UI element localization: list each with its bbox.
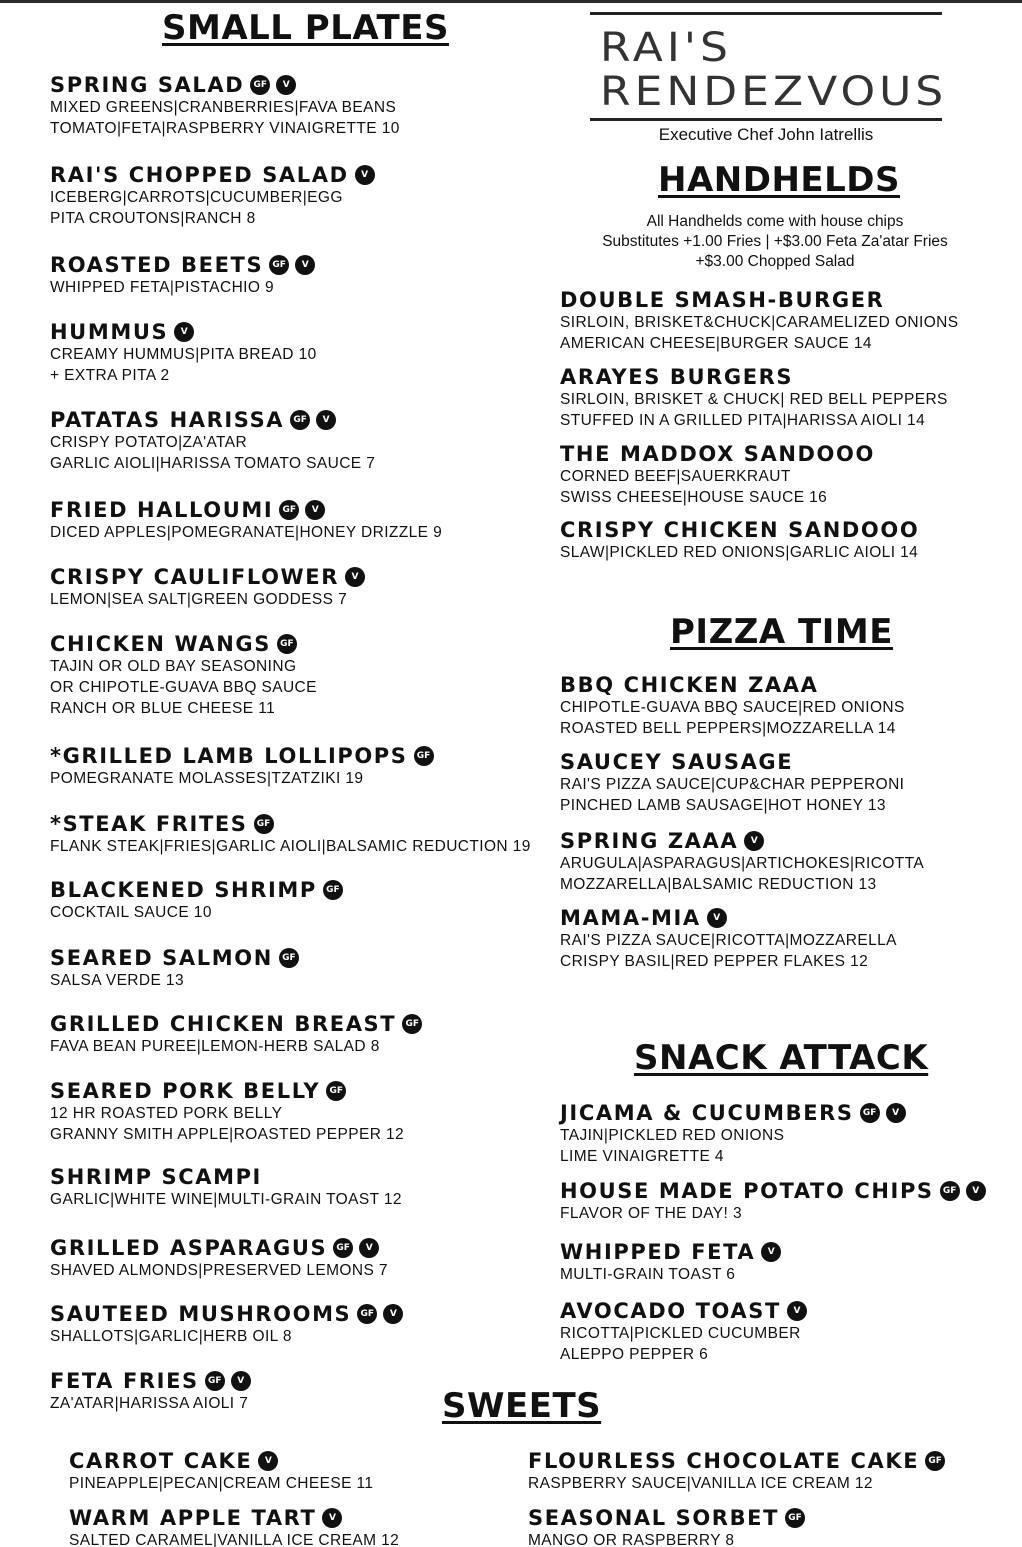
item-name-text: FETA FRIES	[50, 1369, 199, 1393]
item-description: AMERICAN CHEESE|BURGER SAUCE 14	[560, 335, 872, 352]
item-name-text: SAUCEY SAUSAGE	[560, 750, 794, 774]
item-name-text: BLACKENED SHRIMP	[50, 878, 317, 902]
item-name-text: JICAMA & CUCUMBERS	[560, 1101, 854, 1125]
item-name	[50, 163, 375, 187]
gluten-free-icon: GF	[250, 75, 270, 95]
item-description: SHAVED ALMONDS|PRESERVED LEMONS 7	[50, 1262, 388, 1279]
item-name-text: RAI'S CHOPPED SALAD	[50, 163, 349, 187]
gluten-free-icon: GF	[269, 255, 289, 275]
vegetarian-icon: V	[787, 1301, 807, 1321]
item-name	[69, 1449, 373, 1473]
menu-item-crispy-chicken-sandooo	[560, 518, 919, 563]
vegetarian-icon: V	[295, 255, 315, 275]
item-name-text: SEASONAL SORBET	[528, 1506, 780, 1530]
item-name	[50, 878, 343, 902]
menu-item-chicken-wangs	[50, 632, 317, 719]
gluten-free-icon: GF	[290, 410, 310, 430]
item-name-text: CARROT CAKE	[69, 1449, 253, 1473]
item-name	[560, 1101, 906, 1125]
item-description: FLAVOR OF THE DAY! 3	[560, 1205, 742, 1222]
item-description: CRISPY BASIL|RED PEPPER FLAKES 12	[560, 953, 869, 970]
gluten-free-icon: GF	[333, 1238, 353, 1258]
item-name	[69, 1506, 399, 1530]
menu-item-rai-s-chopped-salad	[50, 163, 375, 229]
top-border	[0, 0, 1022, 3]
item-description: LEMON|SEA SALT|GREEN GODDESS 7	[50, 591, 348, 608]
item-name-text: DOUBLE SMASH-BURGER	[560, 288, 885, 312]
item-name-text: MAMA-MIA	[560, 906, 701, 930]
item-name	[560, 906, 897, 930]
menu-item-seared-pork-belly	[50, 1079, 404, 1145]
vegetarian-icon: V	[355, 165, 375, 185]
menu-item-warm-apple-tart	[69, 1506, 399, 1547]
item-name	[50, 1165, 402, 1189]
menu-item-blackened-shrimp	[50, 878, 343, 923]
item-name	[50, 744, 434, 768]
vegetarian-icon: V	[305, 500, 325, 520]
item-description: SIRLOIN, BRISKET&CHUCK|CARAMELIZED ONIONS	[560, 314, 959, 331]
item-name	[560, 829, 924, 853]
vegetarian-icon: V	[316, 410, 336, 430]
item-name-text: HOUSE MADE POTATO CHIPS	[560, 1179, 934, 1203]
item-name-text: CHICKEN WANGS	[50, 632, 271, 656]
item-description: TOMATO|FETA|RASPBERRY VINAIGRETTE 10	[50, 120, 400, 137]
item-name-text: ARAYES BURGERS	[560, 365, 794, 389]
item-name	[560, 1240, 781, 1264]
menu-item-feta-fries	[50, 1369, 251, 1414]
menu-item-sauteed-mushrooms	[50, 1302, 403, 1347]
item-name	[50, 632, 317, 656]
item-name	[560, 288, 959, 312]
item-name-text: PATATAS HARISSA	[50, 408, 285, 432]
item-name-text: *GRILLED LAMB LOLLIPOPS	[50, 744, 408, 768]
item-name	[50, 253, 315, 277]
gluten-free-icon: GF	[925, 1451, 945, 1471]
item-description: TAJIN|PICKLED RED ONIONS	[560, 1127, 785, 1144]
item-description: DICED APPLES|POMEGRANATE|HONEY DRIZZLE 9	[50, 524, 443, 541]
item-name-text: CRISPY CHICKEN SANDOOO	[560, 518, 920, 542]
item-name	[50, 812, 531, 836]
item-name	[50, 1369, 251, 1393]
gluten-free-icon: GF	[254, 814, 274, 834]
item-description: CREAMY HUMMUS|PITA BREAD 10	[50, 346, 317, 363]
item-description: FLANK STEAK|FRIES|GARLIC AIOLI|BALSAMIC REDUCTION 19	[50, 838, 531, 855]
menu-item-double-smash-burger	[560, 288, 959, 354]
note-line: All Handhelds come with house chips	[646, 213, 904, 230]
item-name-text: *STEAK FRITES	[50, 812, 248, 836]
vegetarian-icon: V	[744, 831, 764, 851]
item-name-text: SPRING SALAD	[50, 73, 245, 97]
handhelds-title: HANDHELDS	[658, 160, 901, 200]
handhelds-note	[580, 212, 970, 272]
vegetarian-icon: V	[231, 1371, 251, 1391]
item-name-text: HUMMUS	[50, 320, 169, 344]
menu-item-flourless-chocolate-cake	[528, 1449, 945, 1494]
item-name-text: SPRING ZAAA	[560, 829, 739, 853]
item-description: ZA'ATAR|HARISSA AIOLI 7	[50, 1395, 249, 1412]
item-name-text: FLOURLESS CHOCOLATE CAKE	[528, 1449, 920, 1473]
item-description: SLAW|PICKLED RED ONIONS|GARLIC AIOLI 14	[560, 544, 919, 561]
item-description: RASPBERRY SAUCE|VANILLA ICE CREAM 12	[528, 1475, 873, 1492]
item-name-text: CRISPY CAULIFLOWER	[50, 565, 340, 589]
item-name-text: ROASTED BEETS	[50, 253, 264, 277]
vegetarian-icon: V	[345, 567, 365, 587]
note-line: Substitutes +1.00 Fries | +$3.00 Feta Za'atar Fries	[602, 233, 948, 250]
menu-item-steak-frites	[50, 812, 531, 857]
item-name	[50, 1079, 404, 1103]
gluten-free-icon: GF	[279, 500, 299, 520]
pizza-title: PIZZA TIME	[670, 612, 893, 652]
item-description: SHALLOTS|GARLIC|HERB OIL 8	[50, 1328, 292, 1345]
item-description: MOZZARELLA|BALSAMIC REDUCTION 13	[560, 876, 877, 893]
item-description: MANGO OR RASPBERRY 8	[528, 1532, 735, 1547]
item-description: ICEBERG|CARROTS|CUCUMBER|EGG	[50, 189, 343, 206]
item-name	[50, 320, 317, 344]
logo-top-bar	[590, 12, 942, 15]
item-description: MULTI-GRAIN TOAST 6	[560, 1266, 736, 1283]
item-description: SALSA VERDE 13	[50, 972, 184, 989]
item-description: RICOTTA|PICKLED CUCUMBER	[560, 1325, 801, 1342]
item-name	[528, 1506, 805, 1530]
vegetarian-icon: V	[174, 322, 194, 342]
item-description: TAJIN OR OLD BAY SEASONING	[50, 658, 297, 675]
item-name-text: GRILLED CHICKEN BREAST	[50, 1012, 397, 1036]
gluten-free-icon: GF	[279, 948, 299, 968]
item-description: PITA CROUTONS|RANCH 8	[50, 210, 256, 227]
item-name	[50, 1236, 388, 1260]
menu-item-arayes-burgers	[560, 365, 948, 431]
item-description: WHIPPED FETA|PISTACHIO 9	[50, 279, 275, 296]
sweets-title: SWEETS	[442, 1386, 602, 1426]
vegetarian-icon: V	[966, 1181, 986, 1201]
gluten-free-icon: GF	[860, 1103, 880, 1123]
item-name	[50, 946, 299, 970]
item-description: GRANNY SMITH APPLE|ROASTED PEPPER 12	[50, 1126, 405, 1143]
item-name	[50, 1302, 403, 1326]
item-name	[50, 1012, 422, 1036]
item-description: GARLIC|WHITE WINE|MULTI-GRAIN TOAST 12	[50, 1191, 402, 1208]
menu-item-seasonal-sorbet	[528, 1506, 805, 1547]
vegetarian-icon: V	[359, 1238, 379, 1258]
gluten-free-icon: GF	[402, 1014, 422, 1034]
item-description: COCKTAIL SAUCE 10	[50, 904, 212, 921]
item-description: 12 HR ROASTED PORK BELLY	[50, 1105, 283, 1122]
small-plates-title: SMALL PLATES	[162, 8, 449, 48]
item-description: CRISPY POTATO|ZA'ATAR	[50, 434, 248, 451]
menu-item-whipped-feta	[560, 1240, 781, 1285]
item-name-text: SEARED PORK BELLY	[50, 1079, 321, 1103]
snack-attack-title: SNACK ATTACK	[634, 1038, 929, 1078]
item-name	[560, 750, 904, 774]
item-name	[560, 673, 905, 697]
gluten-free-icon: GF	[785, 1508, 805, 1528]
menu-item-grilled-lamb-lollipops	[50, 744, 434, 789]
menu-item-shrimp-scampi	[50, 1165, 402, 1210]
vegetarian-icon: V	[761, 1242, 781, 1262]
item-description: PINCHED LAMB SAUSAGE|HOT HONEY 13	[560, 797, 886, 814]
item-description: ARUGULA|ASPARAGUS|ARTICHOKES|RICOTTA	[560, 855, 925, 872]
item-name	[560, 518, 919, 542]
item-name-text: AVOCADO TOAST	[560, 1299, 781, 1323]
item-name	[50, 498, 442, 522]
item-description: GARLIC AIOLI|HARISSA TOMATO SAUCE 7	[50, 455, 376, 472]
item-description: + EXTRA PITA 2	[50, 367, 170, 384]
item-description: PINEAPPLE|PECAN|CREAM CHEESE 11	[69, 1475, 374, 1492]
vegetarian-icon: V	[383, 1304, 403, 1324]
item-description: CORNED BEEF|SAUERKRAUT	[560, 468, 791, 485]
gluten-free-icon: GF	[205, 1371, 225, 1391]
gluten-free-icon: GF	[357, 1304, 377, 1324]
item-name-text: FRIED HALLOUMI	[50, 498, 274, 522]
executive-chef: Executive Chef John Iatrellis	[658, 125, 874, 144]
menu-item-spring-salad	[50, 73, 400, 139]
item-name-text: THE MADDOX SANDOOO	[560, 442, 875, 466]
menu-item-avocado-toast	[560, 1299, 807, 1365]
logo-line-2: RENDEZVOUS	[600, 68, 948, 115]
menu-item-seared-salmon	[50, 946, 299, 991]
vegetarian-icon: V	[707, 908, 727, 928]
note-line: +$3.00 Chopped Salad	[695, 253, 855, 270]
vegetarian-icon: V	[258, 1451, 278, 1471]
menu-item-roasted-beets	[50, 253, 315, 298]
menu-item-fried-halloumi	[50, 498, 442, 543]
item-description: RAI'S PIZZA SAUCE|CUP&CHAR PEPPERONI	[560, 776, 905, 793]
item-description: SALTED CARAMEL|VANILLA ICE CREAM 12	[69, 1532, 400, 1547]
item-description: ROASTED BELL PEPPERS|MOZZARELLA 14	[560, 720, 896, 737]
item-name	[560, 1299, 807, 1323]
menu-item-house-made-potato-chips	[560, 1179, 986, 1224]
item-name	[560, 442, 875, 466]
item-name-text: SEARED SALMON	[50, 946, 273, 970]
item-name-text: SHRIMP SCAMPI	[50, 1165, 262, 1189]
gluten-free-icon: GF	[940, 1181, 960, 1201]
menu-item-crispy-cauliflower	[50, 565, 365, 610]
menu-item-grilled-asparagus	[50, 1236, 388, 1281]
item-name	[50, 565, 365, 589]
item-description: RAI'S PIZZA SAUCE|RICOTTA|MOZZARELLA	[560, 932, 897, 949]
menu-item-grilled-chicken-breast	[50, 1012, 422, 1057]
item-name	[528, 1449, 945, 1473]
item-description: POMEGRANATE MOLASSES|TZATZIKI 19	[50, 770, 364, 787]
logo-bottom-bar	[590, 118, 942, 121]
vegetarian-icon: V	[322, 1508, 342, 1528]
item-description: MIXED GREENS|CRANBERRIES|FAVA BEANS	[50, 99, 397, 116]
gluten-free-icon: GF	[326, 1081, 346, 1101]
menu-item-saucey-sausage	[560, 750, 904, 816]
item-description: STUFFED IN A GRILLED PITA|HARISSA AIOLI 14	[560, 412, 926, 429]
gluten-free-icon: GF	[323, 880, 343, 900]
logo-line-1: RAI'S	[600, 24, 732, 71]
item-name-text: WARM APPLE TART	[69, 1506, 317, 1530]
item-name-text: WHIPPED FETA	[560, 1240, 756, 1264]
item-name-text: GRILLED ASPARAGUS	[50, 1236, 328, 1260]
item-description: ALEPPO PEPPER 6	[560, 1346, 709, 1363]
item-name	[50, 73, 400, 97]
item-description: SIRLOIN, BRISKET & CHUCK| RED BELL PEPPERS	[560, 391, 948, 408]
vegetarian-icon: V	[276, 75, 296, 95]
item-name	[50, 408, 375, 432]
menu-item-hummus	[50, 320, 317, 386]
gluten-free-icon: GF	[277, 634, 297, 654]
item-description: SWISS CHEESE|HOUSE SAUCE 16	[560, 489, 828, 506]
menu-item-spring-zaaa	[560, 829, 924, 895]
menu-item-bbq-chicken-zaaa	[560, 673, 905, 739]
menu-item-the-maddox-sandooo	[560, 442, 875, 508]
menu-item-patatas-harissa	[50, 408, 375, 474]
item-name-text: BBQ CHICKEN ZAAA	[560, 673, 819, 697]
menu-item-carrot-cake	[69, 1449, 373, 1494]
item-description: LIME VINAIGRETTE 4	[560, 1148, 724, 1165]
vegetarian-icon: V	[886, 1103, 906, 1123]
item-description: OR CHIPOTLE-GUAVA BBQ SAUCE	[50, 679, 317, 696]
menu-item-mama-mia	[560, 906, 897, 972]
gluten-free-icon: GF	[414, 746, 434, 766]
item-description: FAVA BEAN PUREE|LEMON-HERB SALAD 8	[50, 1038, 380, 1055]
restaurant-logo	[590, 12, 948, 124]
menu-item-jicama-cucumbers	[560, 1101, 906, 1167]
item-description: RANCH OR BLUE CHEESE 11	[50, 700, 276, 717]
item-description: CHIPOTLE-GUAVA BBQ SAUCE|RED ONIONS	[560, 699, 905, 716]
item-name	[560, 365, 948, 389]
item-name-text: SAUTEED MUSHROOMS	[50, 1302, 352, 1326]
item-name	[560, 1179, 986, 1203]
